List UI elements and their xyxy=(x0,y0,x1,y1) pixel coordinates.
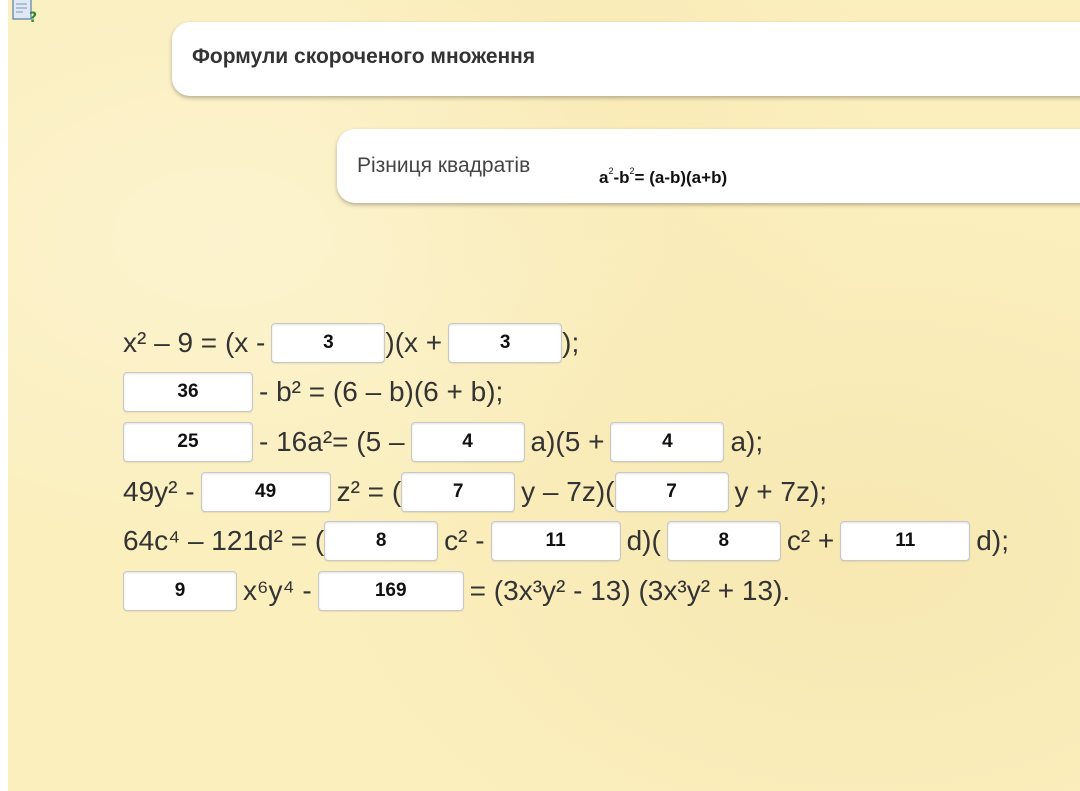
formula-card xyxy=(337,129,1080,203)
help-note-icon[interactable] xyxy=(10,0,40,26)
line-text: 64c⁴ – 121d² = ( xyxy=(123,525,325,557)
line-text: x⁶y⁴ - xyxy=(243,574,312,606)
answer-input[interactable]: 169 xyxy=(318,571,464,611)
formula-label: Різниця квадратів xyxy=(357,154,531,177)
exercise-line-6 xyxy=(123,566,1063,616)
line-text: y + 7z); xyxy=(734,475,828,507)
answer-input[interactable]: 8 xyxy=(667,521,781,561)
answer-input[interactable]: 25 xyxy=(123,422,253,462)
line-text: y – 7z)( xyxy=(521,475,615,507)
answer-input[interactable]: 9 xyxy=(123,571,237,611)
exercise-line-2 xyxy=(123,368,1063,418)
answer-input[interactable]: 7 xyxy=(401,472,515,512)
exercise-lines xyxy=(123,318,1063,616)
line-text: )(x + xyxy=(385,326,443,358)
header-card xyxy=(172,22,1080,96)
line-text: a); xyxy=(730,425,764,457)
line-text: d)( xyxy=(626,525,661,557)
svg-text:?: ? xyxy=(29,10,38,26)
exercise-line-1 xyxy=(123,318,1063,368)
answer-input[interactable]: 49 xyxy=(201,472,331,512)
exercise-line-4 xyxy=(123,467,1063,517)
line-text: - 16a²= (5 – xyxy=(259,425,405,457)
exercise-line-5 xyxy=(123,516,1063,566)
answer-input[interactable]: 3 xyxy=(271,323,385,363)
answer-input[interactable]: 36 xyxy=(123,372,253,412)
answer-input[interactable]: 8 xyxy=(324,521,438,561)
answer-input[interactable]: 11 xyxy=(840,521,970,561)
line-text: d); xyxy=(976,525,1009,557)
answer-input[interactable]: 3 xyxy=(448,323,562,363)
line-text: c² - xyxy=(444,525,485,557)
answer-input[interactable]: 11 xyxy=(491,521,621,561)
line-text: 49y² - xyxy=(123,475,195,507)
difference-of-squares-formula: $a^2-b^2= (a-b)(a+b)$ xyxy=(599,166,728,187)
answer-input[interactable]: 4 xyxy=(411,422,525,462)
line-text: = (3x³y² - 13) (3x³y² + 13). xyxy=(469,574,791,606)
line-text: - b² = (6 – b)(6 + b); xyxy=(259,376,504,408)
line-text: z² = ( xyxy=(336,475,402,507)
answer-input[interactable]: 7 xyxy=(615,472,729,512)
line-text: ); xyxy=(562,326,580,358)
line-text: x² – 9 = (x - xyxy=(123,326,266,358)
answer-input[interactable]: 4 xyxy=(610,422,724,462)
page-title: Формули скороченого множення xyxy=(192,45,536,68)
line-text: a)(5 + xyxy=(530,425,605,457)
exercise-line-3 xyxy=(123,417,1063,467)
line-text: c² + xyxy=(786,525,835,557)
